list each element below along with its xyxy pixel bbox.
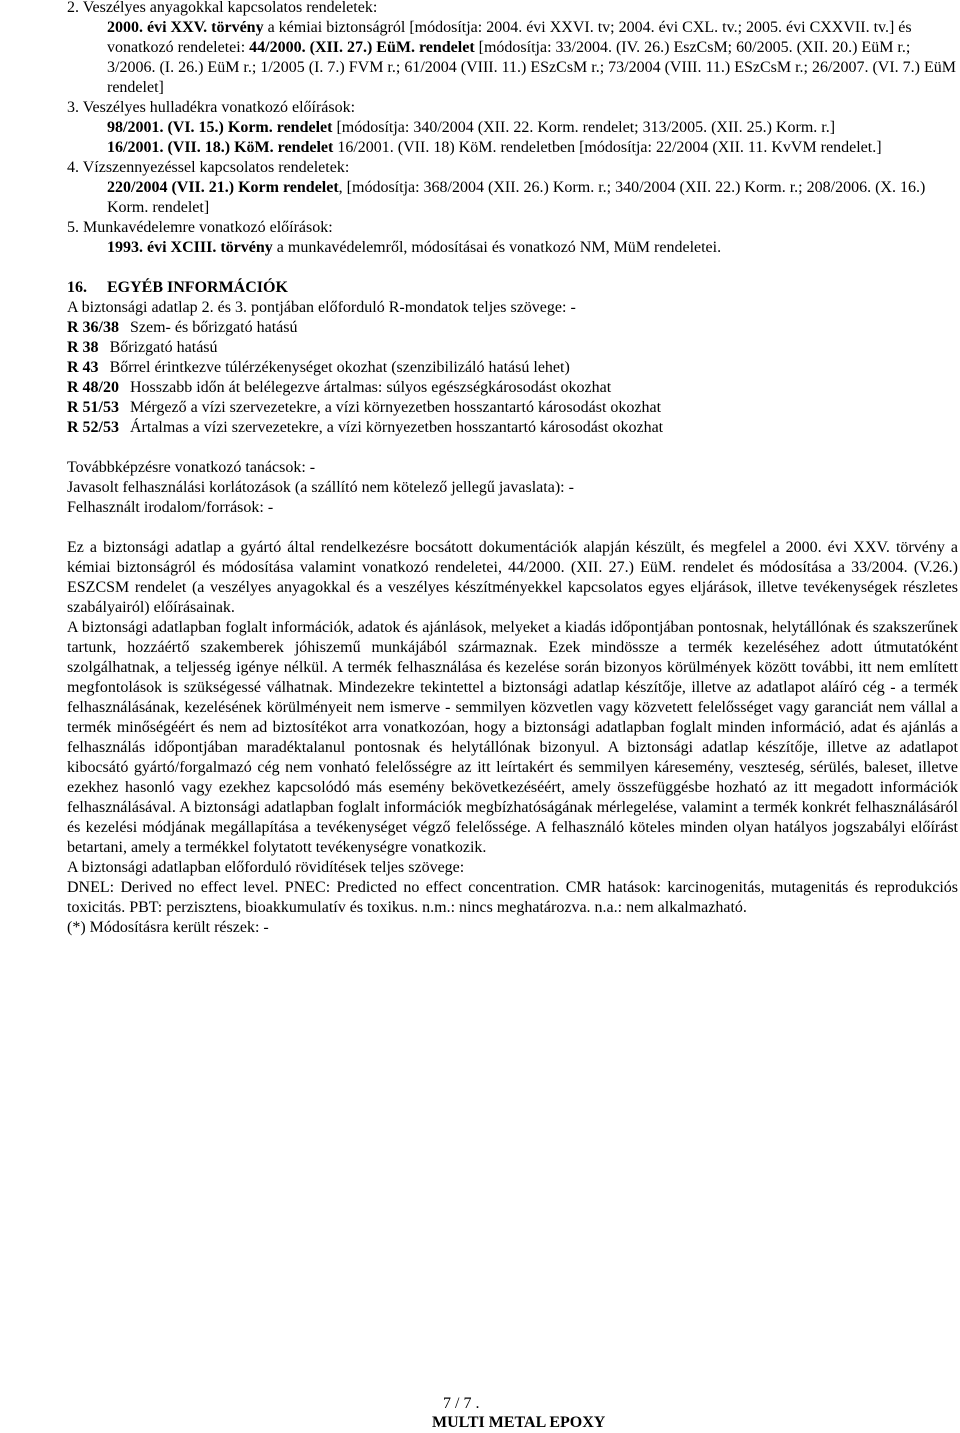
r-phrase-code: R 48/20 <box>67 379 119 396</box>
r-phrase-text: Szem- és bőrizgató hatású <box>130 319 298 336</box>
section-heading <box>67 278 958 298</box>
r-phrase-item <box>67 418 958 438</box>
r-phrase-code: R 36/38 <box>67 319 119 336</box>
r-phrase-text: Bőrrel érintkezve túlérzékenységet okozhat (szenzibilizáló hatású lehet) <box>109 359 570 376</box>
page-number: 7 / 7 . <box>443 1395 480 1412</box>
r-phrase-code: R 43 <box>67 359 99 376</box>
regulation-entry <box>107 238 958 258</box>
regulation-text: 16/2001. (VII. 18) KöM. rendeletben [módosítja: 22/2004 (XII. 11. KvVM rendelet.] <box>333 139 882 156</box>
r-phrase-code: R 38 <box>67 339 99 356</box>
spacer <box>67 258 958 278</box>
regulation-text: a munkavédelemről, módosításai és vonatkozó NM, MüM rendeletei. <box>272 239 722 256</box>
r-phrase-item <box>67 338 958 358</box>
use-restrictions: Javasolt felhasználási korlátozások (a szállító nem kötelező jellegű javaslata): - <box>67 479 574 496</box>
modified-parts-note: (*) Módosításra került részek: - <box>67 919 269 936</box>
section-title: EGYÉB INFORMÁCIÓK <box>107 279 288 296</box>
regulation-entry <box>107 178 958 218</box>
section-number: 16. <box>67 279 87 296</box>
r-phrase-code: R 52/53 <box>67 419 119 436</box>
list-heading-occupational-safety: 5. Munkavédelemre vonatkozó előírások: <box>67 219 333 236</box>
list-heading-water-pollution: 4. Vízszennyezéssel kapcsolatos rendeletek: <box>67 159 350 176</box>
abbreviations-text: DNEL: Derived no effect level. PNEC: Predicted no effect concentration. CMR hatások: karcinogenitás, mutagenitás és reprodukciós toxicitás. PBT: perzisztens, bioakkumulatív és toxikus. n.m.: nincs meghatározva. n.a.: nem alkalmazható. <box>67 879 958 916</box>
regulation-entry <box>107 138 958 158</box>
regulation-text: a kémiai biztonságról [módosítja: 2004. évi XXVI. tv; 2004. évi CXL. tv.; 2005. évi CXXVII. tv.] és vonatkozó rendeletei: <box>107 19 912 56</box>
decree-title: 44/2000. (XII. 27.) EüM. rendelet <box>249 39 475 56</box>
product-name: MULTI METAL EPOXY <box>432 1414 606 1431</box>
spacer <box>67 438 958 458</box>
spacer <box>67 518 958 538</box>
r-phrase-item <box>67 398 958 418</box>
document-content <box>67 0 958 938</box>
disclaimer-paragraph: A biztonsági adatlapban foglalt információk, adatok és ajánlások, melyeket a kiadás időpontjában pontosnak, helytállónak és szakszerűnek tartunk, hozzáértő szakemberek jóhiszemű munkájából származnak. Ezek mindössze a termék kezeléséhez adott útmutatóként szolgálhatnak, a teljesség igénye nélkül. A termék felhasználása és kezelése során bizonyos körülmények között további, itt nem említett megfontolások is szükségessé válhatnak. Mindezekre tekintettel a biztonsági adatlap készítője, illetve az adatlapot aláíró cég - a termék felhasználásának, kezelésének körülményeit nem ismerve - semmilyen közvetlen vagy közvetett felelősséget vagy garanciát nem vállal a termék minőségéért és nem ad biztosítékot arra vonatkozóan, hogy a biztonsági adatlapban foglalt minden információ, adat és ajánlás a felhasználás időpontjában maradéktalanul pontosnak és helytállónak bizonyul. A biztonsági adatlap készítője, illetve az adatlapot kibocsátó gyártó/forgalmazó cég nem vonható felelősségre az itt leírtakért és semmilyen káresemény, veszteség, sérülés, baleset, illetve ezekhez hasonló vagy ezekhez kapcsolódó más esemény bekövetkezéséért, amely összefüggésbe hozható az itt megadott információk felhasználásával. A biztonsági adatlapban foglalt információk megbízhatóságának mérlegelése, valamint a termék konkrét felhasználásáról és kezelési módjának megállapítása a tevékenységet végző felelőssége. A felhasználó köteles minden olyan hatályos jogszabályi előírást betartani, amely a termékkel folytatott tevékenységre vonatkozik. <box>67 619 958 856</box>
r-phrase-item <box>67 358 958 378</box>
decree-title: 220/2004 (VII. 21.) Korm rendelet <box>107 179 339 196</box>
r-phrase-text: Ártalmas a vízi szervezetekre, a vízi környezetben hosszantartó károsodást okozhat <box>130 419 664 436</box>
r-phrases-intro: A biztonsági adatlap 2. és 3. pontjában előforduló R-mondatok teljes szövege: - <box>67 299 576 316</box>
decree-title: 16/2001. (VII. 18.) KöM. rendelet <box>107 139 334 156</box>
r-phrase-item <box>67 378 958 398</box>
list-heading-hazardous-waste: 3. Veszélyes hulladékra vonatkozó előírások: <box>67 99 356 116</box>
abbreviations-heading: A biztonsági adatlapban előforduló rövidítések teljes szövege: <box>67 859 465 876</box>
regulation-text: , [módosítja: 368/2004 (XII. 26.) Korm. r.; 340/2004 (XII. 22.) Korm. r.; 208/2006. (X. 16.) Korm. rendelet] <box>107 179 926 216</box>
training-advice: Továbbképzésre vonatkozó tanácsok: - <box>67 459 316 476</box>
r-phrase-text: Hosszabb időn át belélegezve ártalmas: súlyos egészségkárosodást okozhat <box>130 379 612 396</box>
r-phrase-code: R 51/53 <box>67 399 119 416</box>
decree-title: 98/2001. (VI. 15.) Korm. rendelet <box>107 119 333 136</box>
regulations-list <box>67 0 958 258</box>
regulation-text: [módosítja: 33/2004. (IV. 26.) EszCsM; 60/2005. (XII. 20.) EüM r.; 3/2006. (I. 26.) EüM r.; 1/2005 (I. 7.) FVM r.; 61/2004 (VIII. 11.) ESzCsM r.; 73/2004 (VIII. 11.) ESzCsM r.; 26/2007. (VI. 7.) EüM rendelet] <box>107 39 956 96</box>
section-16-other-information <box>67 278 958 938</box>
r-phrase-item <box>67 318 958 338</box>
r-phrase-text: Mérgező a vízi szervezetekre, a vízi környezetben hosszantartó károsodást okozhat <box>130 399 662 416</box>
regulation-text: [módosítja: 340/2004 (XII. 22. Korm. rendelet; 313/2005. (XII. 25.) Korm. r.] <box>332 119 836 136</box>
list-heading-dangerous-substances: 2. Veszélyes anyagokkal kapcsolatos rendeletek: <box>67 0 378 16</box>
regulation-entry <box>107 18 958 98</box>
literature-sources: Felhasznált irodalom/források: - <box>67 499 274 516</box>
regulation-entry <box>107 118 958 138</box>
compliance-paragraph: Ez a biztonsági adatlap a gyártó által rendelkezésre bocsátott dokumentációk alapján készült, és megfelel a 2000. évi XXV. törvény a kémiai biztonságról és módosítása valamint vonatkozó rendeletei, 44/2000. (XII. 27.) EüM. rendelet és módosítása a 33/2004. (V.26.) ESZCSM rendelet (a veszélyes anyagokkal és a veszélyes készítményekkel kapcsolatos egyes eljárások, illetve tevékenységek részletes szabályairól) előírásainak. <box>67 539 958 616</box>
r-phrase-text: Bőrizgató hatású <box>109 339 218 356</box>
law-title: 1993. évi XCIII. törvény <box>107 239 273 256</box>
law-title: 2000. évi XXV. törvény <box>107 19 264 36</box>
